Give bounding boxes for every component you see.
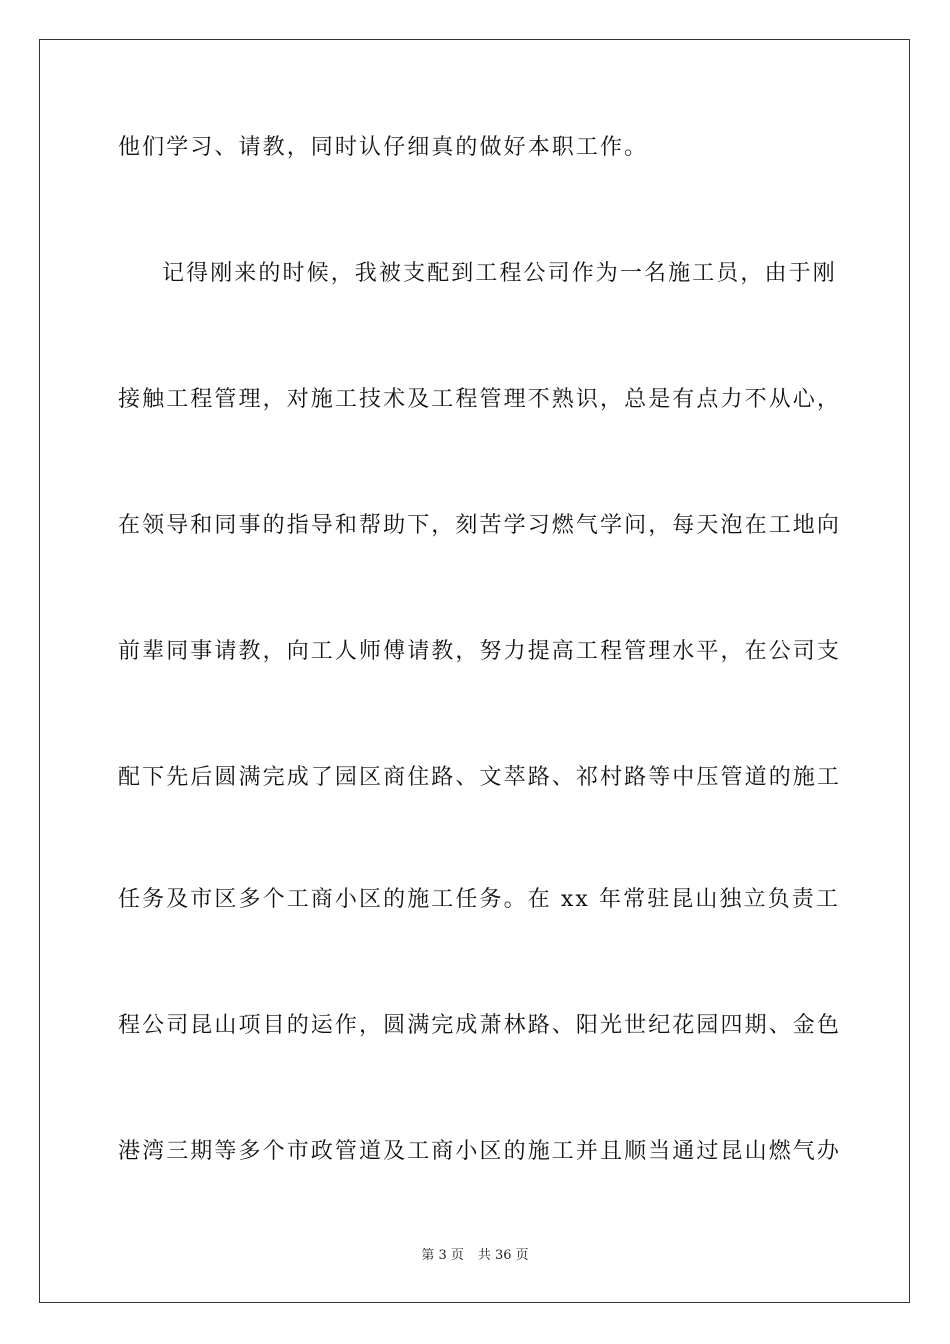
body-line: 在领导和同事的指导和帮助下，刻苦学习燃气学问，每天泡在工地向 [118, 513, 842, 538]
body-line: 程公司昆山项目的运作，圆满完成萧林路、阳光世纪花园四期、金色 [118, 1013, 842, 1038]
page-total: 共 36 页 [477, 1248, 529, 1263]
page-border [39, 39, 910, 1303]
body-line: 港湾三期等多个市政管道及工商小区的施工并且顺当通过昆山燃气办 [118, 1139, 842, 1164]
body-line: 他们学习、请教，同时认仔细真的做好本职工作。 [118, 135, 649, 160]
body-line: 前辈同事请教，向工人师傅请教，努力提高工程管理水平，在公司支 [118, 639, 842, 664]
body-line: 任务及市区多个工商小区的施工任务。在 xx 年常驻昆山独立负责工 [118, 887, 841, 912]
body-line: 接触工程管理，对施工技术及工程管理不熟识，总是有点力不从心， [118, 387, 842, 412]
page-number: 第 3 页 [421, 1248, 464, 1263]
paragraph-first-line: 记得刚来的时候，我被支配到工程公司作为一名施工员，由于刚 [162, 261, 837, 286]
page-footer [0, 1247, 950, 1265]
body-line: 配下先后圆满完成了园区商住路、文萃路、祁村路等中压管道的施工 [118, 765, 842, 790]
